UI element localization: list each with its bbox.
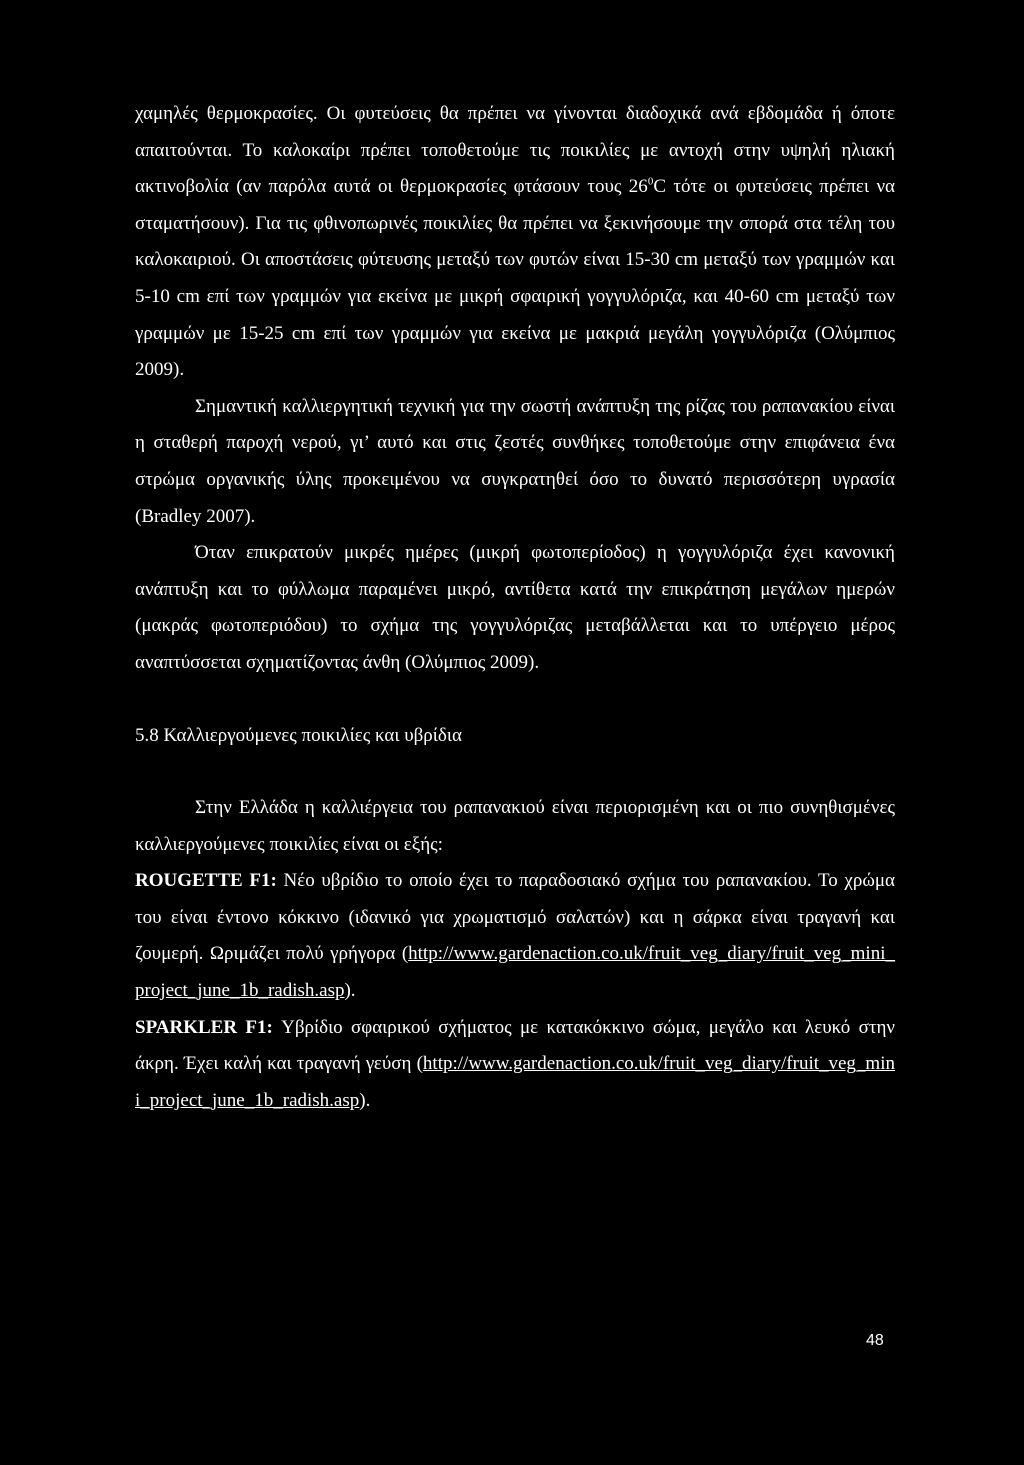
degree-superscript: 0 — [647, 175, 654, 188]
link-open-paren: ( — [416, 1053, 423, 1075]
page-number: 48 — [866, 1332, 884, 1349]
link-close-paren: ). — [359, 1089, 371, 1111]
link-close-paren: ). — [344, 980, 356, 1002]
variety-name: SPARKLER F1: — [135, 1016, 273, 1038]
variety-description: Υβρίδιο σφαιρικού σχήματος με κατακόκκινο σώμα, μεγάλο και λευκό στην άκρη. Έχει καλή και τραγανή γεύση — [135, 1016, 896, 1075]
document-body — [135, 96, 895, 1119]
paragraph-watering: Σημαντική καλλιεργητική τεχνική για την σωστή ανάπτυξη της ρίζας του ραπανακίου είναι η σταθερή παροχή νερού, γι’ αυτό και στις ζεστές συνθήκες τοποθετούμε στην επιφάνεια ένα στρώμα οργανικής ύλης προκειμένου να συγκρατηθεί όσο το δυνατό περισσότερη υγρασία (Bradley 2007). — [135, 395, 895, 527]
section-heading: 5.8 Καλλιεργούμενες ποικιλίες και υβρίδια — [135, 724, 462, 746]
source-link[interactable]: http://www.gardenaction.co.uk/fruit_veg_diary/fruit_veg_mini_project_june_1b_radish.asp — [135, 1053, 895, 1111]
variety-description: Νέο υβρίδιο το οποίο έχει το παραδοσιακό σχήμα του ραπανακίου. Το χρώμα του είναι έντονο κόκκινο (ιδανικό για χρωματισμό σαλατών) και η σάρκα είναι τραγανή και ζουμερή. Ωριμάζει πολύ γρήγορα — [135, 870, 895, 965]
paragraph-planting — [135, 96, 895, 389]
section-intro: Στην Ελλάδα η καλλιέργεια του ραπανακιού είναι περιορισμένη και οι πιο συνηθισμένες καλλιεργούμενες ποικιλίες είναι οι εξής: — [135, 797, 895, 855]
link-open-paren: ( — [401, 943, 409, 965]
source-link[interactable]: http://www.gardenaction.co.uk/fruit_veg_diary/fruit_veg_mini_project_june_1b_radish.asp — [135, 943, 895, 1002]
paragraph-text-continued: C τότε οι φυτεύσεις πρέπει να σταματήσουν). Για τις φθινοπωρινές ποικιλίες θα πρέπει να ξεκινήσουμε την σπορά στα τέλη του καλοκαιριού. Οι αποστάσεις φύτευσης μεταξύ των φυτών είναι 15-30 cm μεταξύ των γραμμών και 5-10 cm επί των γραμμών για εκείνα με μικρή σφαιρική γογγυλόριζα, και 40-60 cm μεταξύ των γραμμών με 15-25 cm επί των γραμμών για εκείνα με μακριά μεγάλη γογγυλόριζα (Ολύμπιος 2009). — [135, 176, 895, 381]
paragraph-photoperiod: Όταν επικρατούν μικρές ημέρες (μικρή φωτοπερίοδος) η γογγυλόριζα έχει κανονική ανάπτυξη και το φύλλωμα παραμένει μικρό, αντίθετα κατά την επικράτηση μεγάλων ημερών (μακράς φωτοπεριόδου) το σχήμα της γογγυλόριζας μεταβάλλεται και το υπέργειο μέρος αναπτύσσεται σχηματίζοντας άνθη (Ολύμπιος 2009). — [135, 542, 895, 673]
variety-name: ROUGETTE F1: — [135, 870, 277, 892]
variety-rougette — [135, 863, 895, 1009]
paragraph-text: χαμηλές θερμοκρασίες. Οι φυτεύσεις θα πρέπει να γίνονται διαδοχικά ανά εβδομάδα ή όποτε απαιτούνται. Το καλοκαίρι πρέπει τοποθετούμε τις ποικιλίες με αντοχή στην υψηλή ηλιακή ακτινοβολία (αν παρόλα αυτά οι θερμοκρασίες φτάσουν τους 26 — [135, 103, 895, 198]
variety-sparkler — [135, 1010, 895, 1120]
